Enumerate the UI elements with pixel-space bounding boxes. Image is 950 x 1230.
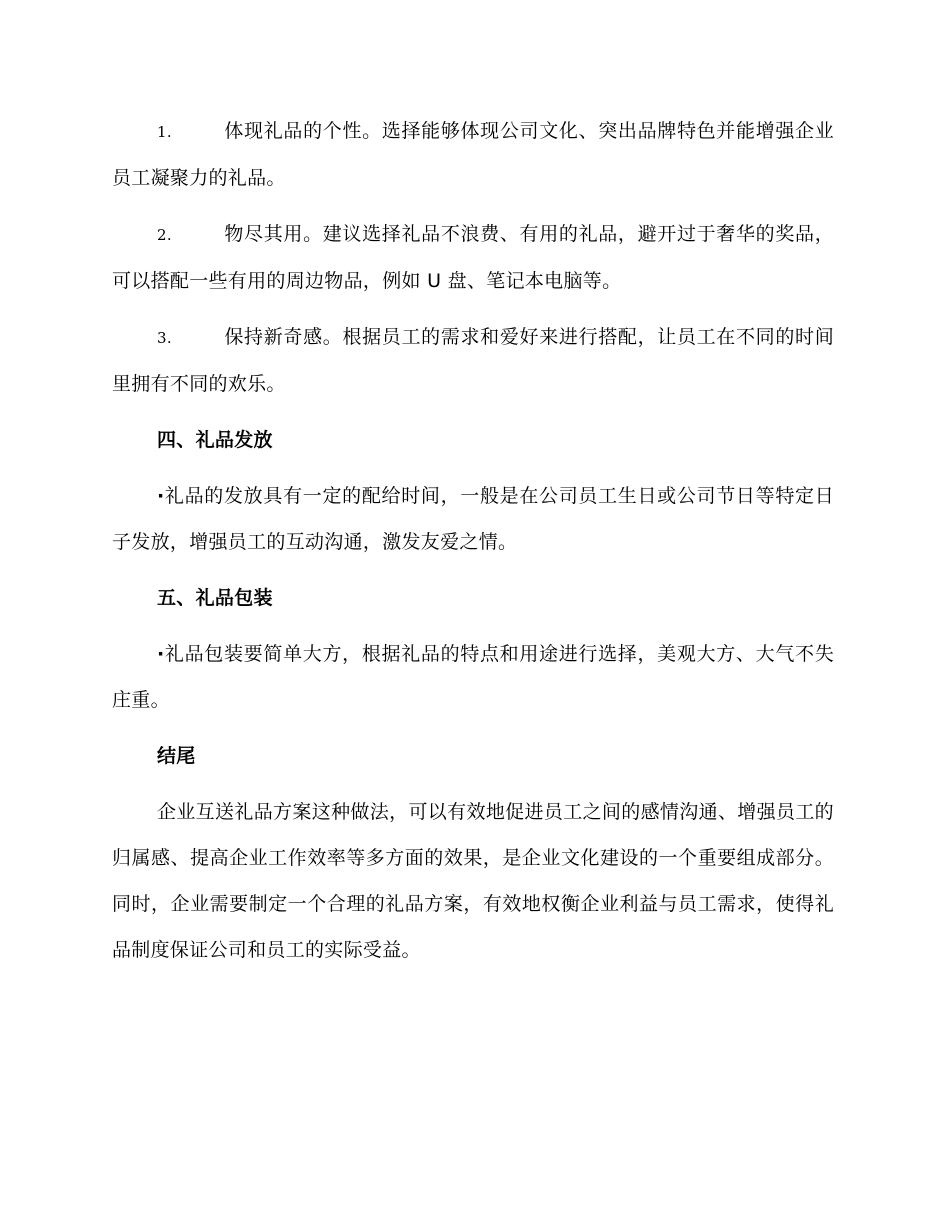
list-item-1 (112, 108, 834, 201)
list-number: 2. (157, 226, 172, 244)
list-number: 1. (157, 123, 172, 141)
list-number: 3. (157, 329, 172, 347)
section-heading-distribution: 四、礼品发放 (157, 429, 273, 451)
list-item-text: 体现礼品的个性。选择能够体现公司文化、突出品牌特色并能增强企业员工凝聚力的礼品。 (112, 120, 834, 189)
bullet-dot: · (157, 485, 165, 507)
bullet-paragraph-packaging (112, 631, 834, 723)
bullet-paragraph-distribution (112, 473, 834, 565)
bullet-text: 礼品包装要简单大方，根据礼品的特点和用途进行选择，美观大方、大气不失庄重。 (112, 643, 834, 711)
section-heading-ending: 结尾 (157, 745, 196, 767)
bullet-dot: · (157, 643, 165, 665)
document-body (112, 108, 834, 983)
list-item-text: 物尽其用。建议选择礼品不浪费、有用的礼品，避开过于奢华的奖品，可以搭配一些有用的周边物品，例如 U 盘、笔记本电脑等。 (112, 223, 834, 292)
section-heading-packaging: 五、礼品包装 (157, 587, 273, 609)
list-item-3 (112, 314, 834, 407)
list-item-2 (112, 211, 834, 304)
list-item-text: 保持新奇感。根据员工的需求和爱好来进行搭配，让员工在不同的时间里拥有不同的欢乐。 (112, 326, 834, 395)
bullet-text: 礼品的发放具有一定的配给时间，一般是在公司员工生日或公司节日等特定日子发放，增强员工的互动沟通，激发友爱之情。 (112, 485, 834, 553)
ending-paragraph: 企业互送礼品方案这种做法，可以有效地促进员工之间的感情沟通、增强员工的归属感、提高企业工作效率等多方面的效果，是企业文化建设的一个重要组成部分。同时，企业需要制定一个合理的礼品方案，有效地权衡企业利益与员工需求，使得礼品制度保证公司和员工的实际受益。 (112, 801, 834, 961)
